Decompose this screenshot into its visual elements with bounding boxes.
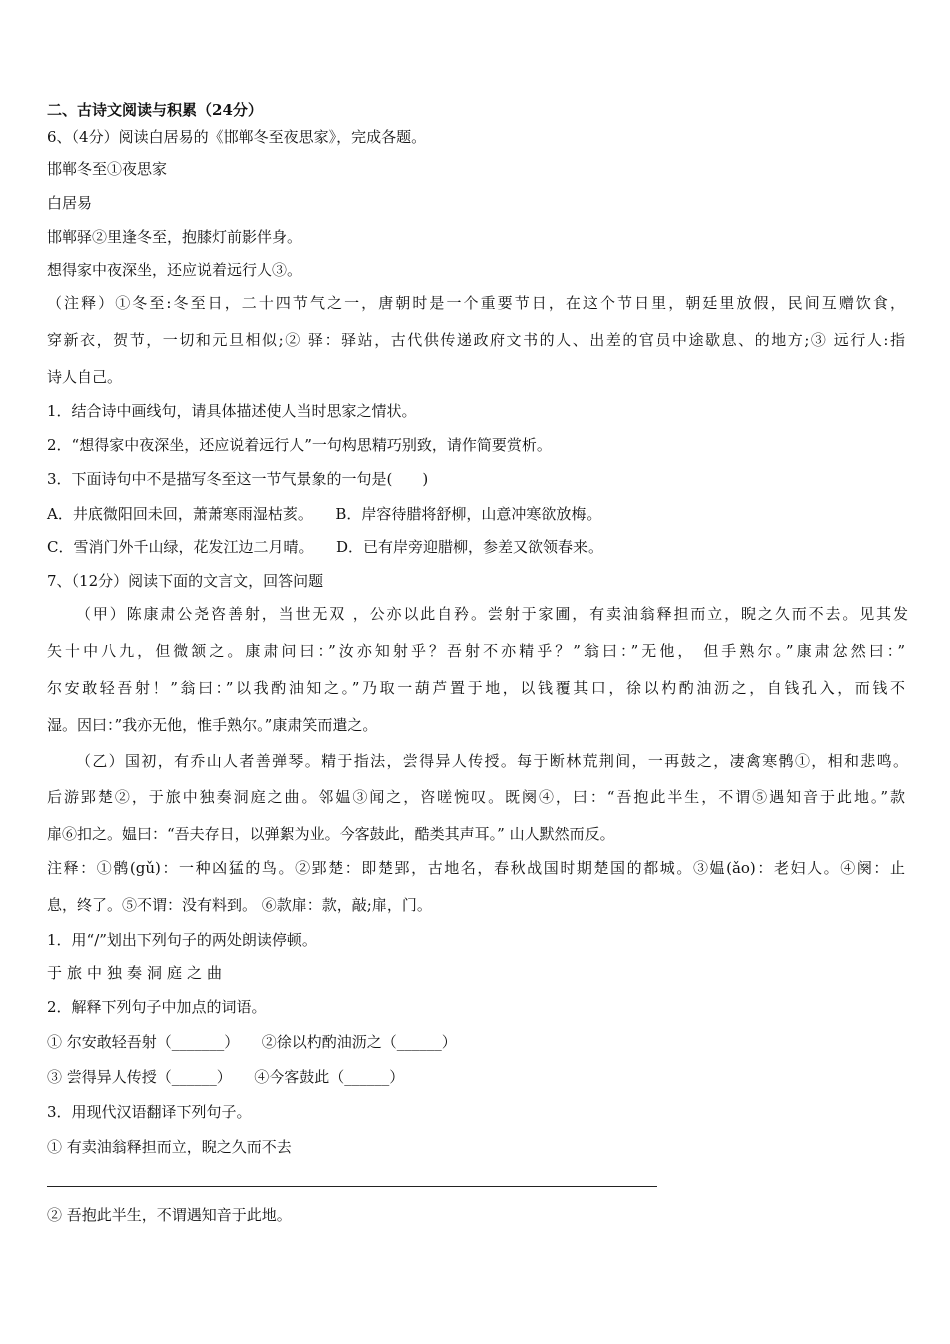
text-line: 3．下面诗句中不是描写冬至这一节气景象的一句是( ) [47, 470, 429, 488]
text-line: 7、（12分）阅读下面的文言文，回答问题 [47, 572, 324, 590]
text-line: 邯郸驿②里逢冬至，抱膝灯前影伴身。 [47, 228, 303, 246]
text-line: 息，终了。⑤不谓：没有料到。 ⑥款扉：款，敲;扉，门。 [47, 896, 432, 914]
text-line: ③ 尝得异人传授（______） ④今客鼓此（______） [47, 1068, 405, 1086]
text-line: 1．用“/”划出下列句子的两处朗读停顿。 [47, 931, 317, 949]
text-line: （注释）①冬至:冬至日，二十四节气之一，唐朝时是一个重要节日，在这个节日里，朝廷里放假，民间互赠饮食， [47, 294, 905, 312]
text-line: 诗人自己。 [47, 368, 123, 386]
section-title: 二、古诗文阅读与积累（24分） [47, 101, 263, 119]
text-line: C．雪消门外千山绿，花发江边二月晴。 D．已有岸旁迎腊柳，参差又欲领春来。 [47, 538, 604, 556]
text-line: ① 尔安敢轻吾射（_______） ②徐以杓酌油沥之（______） [47, 1033, 457, 1051]
text-line: 6、（4分）阅读白居易的《邯郸冬至夜思家》，完成各题。 [47, 128, 427, 146]
text-line: 2．解释下列句子中加点的词语。 [47, 998, 267, 1016]
text-line: 注释：①鹘(gǔ)：一种凶猛的鸟。②郢楚：即楚郢，古地名，春秋战国时期楚国的都城。③媪(ǎo)：老妇人。④阕：止 [47, 859, 905, 877]
text-line: （甲）陈康肃公尧咨善射，当世无双 ，公亦以此自矜。尝射于家圃，有卖油翁释担而立，睨之久而不去。见其发 [76, 605, 908, 623]
text-line: 矢十中八九，但微颔之。康肃问曰：”汝亦知射乎？吾射不亦精乎？”翁曰：”无他， 但手熟尔。”康肃忿然曰：” [47, 642, 905, 660]
text-line: 湿。因曰：”我亦无他，惟手熟尔。”康肃笑而遣之。 [47, 716, 378, 734]
text-line: （乙）国初，有乔山人者善弹琴。精于指法，尝得异人传授。每于断林荒荆间，一再鼓之，凄禽寒鹘①，相和悲鸣。 [76, 752, 908, 770]
text-line: A．井底微阳回未回，萧萧寒雨湿枯荄。 B．岸容待腊将舒柳，山意冲寒欲放梅。 [47, 505, 602, 523]
text-line: 于旅中独奏洞庭之曲 [47, 964, 228, 982]
text-line: 1．结合诗中画线句，请具体描述使人当时思家之情状。 [47, 402, 417, 420]
text-line: 尔安敢轻吾射！”翁曰：”以我酌油知之。”乃取一葫芦置于地，以钱覆其口，徐以杓酌油沥之，自钱孔入，而钱不 [47, 679, 905, 697]
answer-line [47, 1186, 657, 1187]
text-line: 邯郸冬至①夜思家 [47, 160, 168, 178]
text-line: 2．“想得家中夜深坐，还应说着远行人”一句构思精巧别致，请作简要赏析。 [47, 436, 552, 454]
text-line: 扉⑥扣之。媪曰：“吾夫存日，以弹絮为业。今客鼓此，酷类其声耳。” 山人默然而反。 [47, 825, 615, 843]
text-line: 白居易 [47, 194, 93, 212]
text-line: 穿新衣，贺节，一切和元旦相似;② 驿：驿站，古代供传递政府文书的人、出差的官员中途歇息、的地方;③ 远行人:指 [47, 331, 905, 349]
text-line: ② 吾抱此半生，不谓遇知音于此地。 [47, 1206, 292, 1224]
text-line: ① 有卖油翁释担而立，睨之久而不去 [47, 1138, 292, 1156]
text-line: 想得家中夜深坐，还应说着远行人③。 [47, 261, 303, 279]
text-line: 后游郢楚②，于旅中独奏洞庭之曲。邻媪③闻之，咨嗟惋叹。既阕④，曰：“吾抱此半生，不谓⑤遇知音于此地。”款 [47, 788, 905, 806]
text-line: 3．用现代汉语翻译下列句子。 [47, 1103, 252, 1121]
